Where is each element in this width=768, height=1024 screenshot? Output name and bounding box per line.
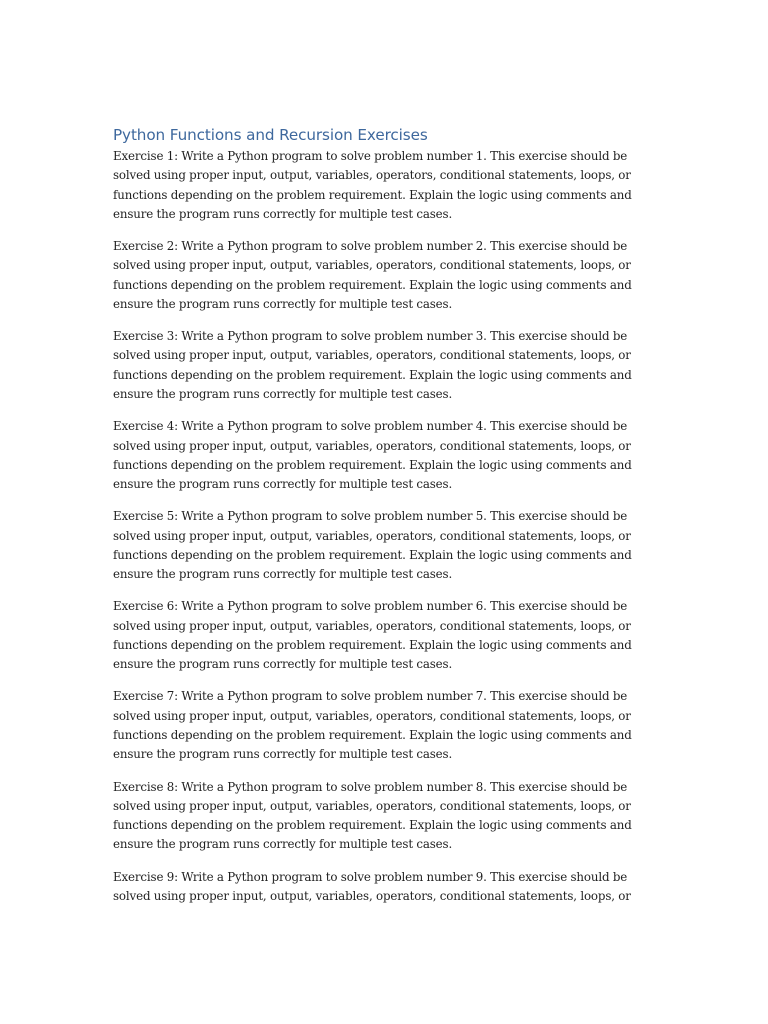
- exercise-text-line: Exercise 4: Write a Python program to solve problem number 4. This exercise should be: [113, 419, 628, 434]
- exercise-text-line: Exercise 6: Write a Python program to solve problem number 6. This exercise should be: [113, 599, 628, 614]
- exercise-text-line: solved using proper input, output, variables, operators, conditional statements, loops, or: [113, 888, 631, 903]
- exercise-text-line: functions depending on the problem requirement. Explain the logic using comments and: [113, 637, 632, 652]
- exercise-text-line: functions depending on the problem requirement. Explain the logic using comments and: [113, 187, 632, 202]
- exercise-paragraph: [113, 417, 641, 494]
- exercise-list: [113, 147, 641, 919]
- exercise-text-line: Exercise 1: Write a Python program to solve problem number 1. This exercise should be: [113, 149, 628, 163]
- exercise-text-line: solved using proper input, output, variables, operators, conditional statements, loops, or: [113, 168, 631, 183]
- exercise-paragraph: [113, 147, 641, 224]
- exercise-text-line: ensure the program runs correctly for multiple test cases.: [113, 747, 453, 762]
- exercise-text-line: functions depending on the problem requirement. Explain the logic using comments and: [113, 547, 632, 562]
- exercise-text-line: functions depending on the problem requirement. Explain the logic using comments and: [113, 818, 632, 833]
- exercise-text-line: functions depending on the problem requirement. Explain the logic using comments and: [113, 367, 632, 382]
- exercise-text-line: solved using proper input, output, variables, operators, conditional statements, loops, or: [113, 258, 631, 273]
- exercise-text-line: ensure the program runs correctly for multiple test cases.: [113, 387, 453, 402]
- exercise-paragraph: [113, 597, 641, 674]
- exercise-text-line: solved using proper input, output, variables, operators, conditional statements, loops, or: [113, 798, 631, 813]
- exercise-text-line: Exercise 3: Write a Python program to solve problem number 3. This exercise should be: [113, 329, 628, 344]
- exercise-text-line: Exercise 5: Write a Python program to solve problem number 5. This exercise should be: [113, 509, 628, 524]
- exercise-text-line: solved using proper input, output, variables, operators, conditional statements, loops, or: [113, 528, 631, 543]
- exercise-text-line: ensure the program runs correctly for multiple test cases.: [113, 206, 453, 221]
- exercise-paragraph: [113, 868, 641, 907]
- exercise-paragraph: [113, 687, 641, 764]
- exercise-text-line: ensure the program runs correctly for multiple test cases.: [113, 477, 453, 492]
- exercise-paragraph: [113, 327, 641, 404]
- exercise-text-line: Exercise 7: Write a Python program to solve problem number 7. This exercise should be: [113, 689, 628, 704]
- exercise-text-line: ensure the program runs correctly for multiple test cases.: [113, 296, 453, 311]
- exercise-text-line: solved using proper input, output, variables, operators, conditional statements, loops, or: [113, 348, 631, 363]
- exercise-text-line: solved using proper input, output, variables, operators, conditional statements, loops, or: [113, 708, 631, 723]
- exercise-text-line: solved using proper input, output, variables, operators, conditional statements, loops, or: [113, 618, 631, 633]
- exercise-paragraph: [113, 237, 641, 314]
- exercise-text-line: ensure the program runs correctly for multiple test cases.: [113, 837, 453, 852]
- exercise-text-line: Exercise 9: Write a Python program to solve problem number 9. This exercise should be: [113, 869, 628, 884]
- exercise-text-line: ensure the program runs correctly for multiple test cases.: [113, 657, 453, 672]
- exercise-paragraph: [113, 507, 641, 584]
- exercise-text-line: solved using proper input, output, variables, operators, conditional statements, loops, or: [113, 438, 631, 453]
- exercise-text-line: ensure the program runs correctly for multiple test cases.: [113, 567, 453, 582]
- exercise-text-line: functions depending on the problem requirement. Explain the logic using comments and: [113, 728, 632, 743]
- exercise-text-line: functions depending on the problem requirement. Explain the logic using comments and: [113, 277, 632, 292]
- exercise-paragraph: [113, 778, 641, 855]
- exercise-text-line: functions depending on the problem requirement. Explain the logic using comments and: [113, 457, 632, 472]
- exercise-text-line: Exercise 8: Write a Python program to solve problem number 8. This exercise should be: [113, 779, 628, 794]
- exercise-text-line: Exercise 2: Write a Python program to solve problem number 2. This exercise should be: [113, 239, 628, 254]
- document-title: Python Functions and Recursion Exercises: [113, 126, 428, 144]
